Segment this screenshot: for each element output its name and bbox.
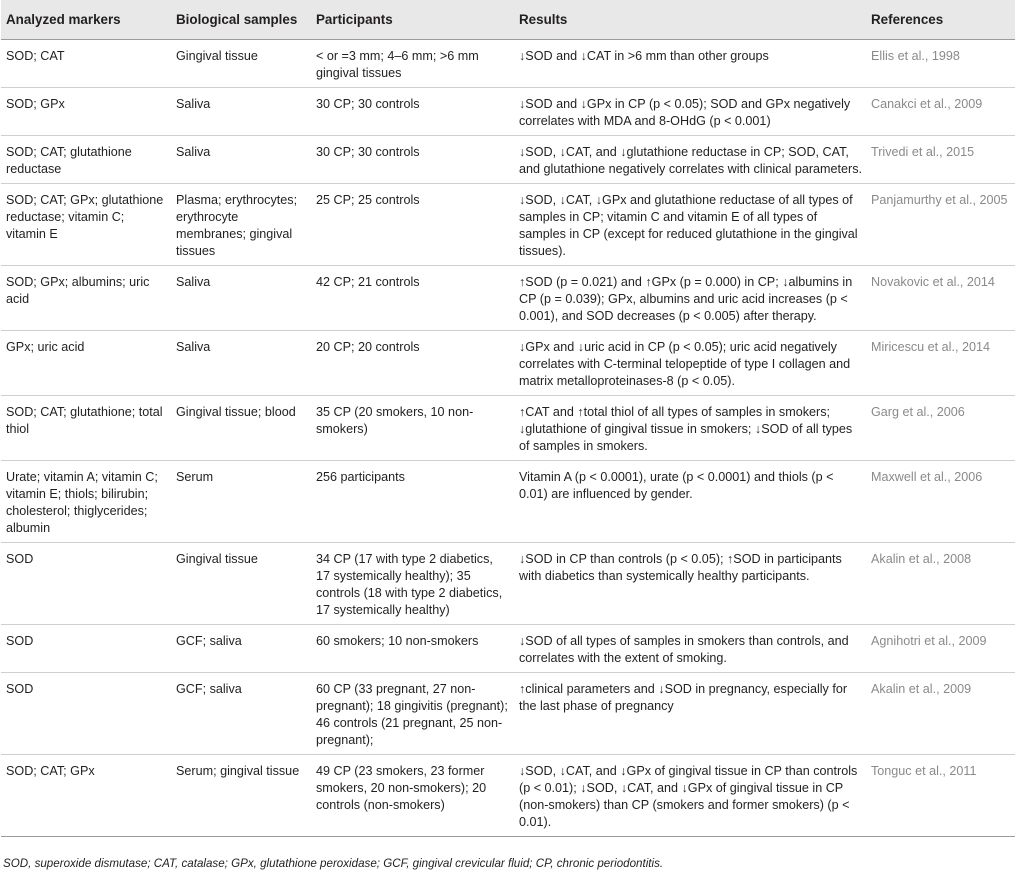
- cell-results: ↓SOD in CP than controls (p < 0.05); ↑SOD in participants with diabetics than systemically healthy participants.: [514, 543, 866, 625]
- cell-reference: Akalin et al., 2009: [866, 673, 1015, 755]
- table-row: [1, 331, 1015, 396]
- cell-participants: 60 CP (33 pregnant, 27 non-pregnant); 18 gingivitis (pregnant); 46 controls (21 pregnant, 25 non-pregnant);: [311, 673, 514, 755]
- table-body: [1, 40, 1015, 837]
- cell-analyzed-markers: GPx; uric acid: [1, 331, 171, 396]
- cell-biological-samples: Saliva: [171, 88, 311, 136]
- cell-participants: 42 CP; 21 controls: [311, 266, 514, 331]
- cell-participants: 25 CP; 25 controls: [311, 184, 514, 266]
- cell-biological-samples: Plasma; erythrocytes; erythrocyte membranes; gingival tissues: [171, 184, 311, 266]
- cell-participants: 60 smokers; 10 non-smokers: [311, 625, 514, 673]
- table-row: [1, 184, 1015, 266]
- table-row: [1, 625, 1015, 673]
- cell-biological-samples: GCF; saliva: [171, 673, 311, 755]
- cell-analyzed-markers: SOD; GPx; albumins; uric acid: [1, 266, 171, 331]
- cell-participants: 49 CP (23 smokers, 23 former smokers, 20 non-smokers); 20 controls (non-smokers): [311, 755, 514, 837]
- header-analyzed-markers: Analyzed markers: [1, 0, 171, 40]
- cell-analyzed-markers: Urate; vitamin A; vitamin C; vitamin E; thiols; bilirubin; cholesterol; thiglycerides; albumin: [1, 461, 171, 543]
- cell-reference: Tonguc et al., 2011: [866, 755, 1015, 837]
- cell-reference: Novakovic et al., 2014: [866, 266, 1015, 331]
- cell-analyzed-markers: SOD; CAT; glutathione reductase: [1, 136, 171, 184]
- cell-biological-samples: Saliva: [171, 331, 311, 396]
- table-footnote: SOD, superoxide dismutase; CAT, catalase; GPx, glutathione peroxidase; GCF, gingival crevicular fluid; CP, chronic periodontitis.: [3, 857, 664, 870]
- table-row: [1, 673, 1015, 755]
- cell-reference: Ellis et al., 1998: [866, 40, 1015, 88]
- cell-biological-samples: GCF; saliva: [171, 625, 311, 673]
- cell-biological-samples: Saliva: [171, 136, 311, 184]
- cell-results: ↑clinical parameters and ↓SOD in pregnancy, especially for the last phase of pregnancy: [514, 673, 866, 755]
- cell-results: ↓SOD, ↓CAT, and ↓glutathione reductase in CP; SOD, CAT, and glutathione negatively correlates with clinical parameters.: [514, 136, 866, 184]
- cell-results: ↓SOD and ↓GPx in CP (p < 0.05); SOD and GPx negatively correlates with MDA and 8-OHdG (p < 0.001): [514, 88, 866, 136]
- cell-participants: 30 CP; 30 controls: [311, 88, 514, 136]
- cell-reference: Agnihotri et al., 2009: [866, 625, 1015, 673]
- cell-reference: Trivedi et al., 2015: [866, 136, 1015, 184]
- table-header: [1, 0, 1015, 40]
- cell-results: ↓SOD, ↓CAT, ↓GPx and glutathione reductase of all types of samples in CP; vitamin C and vitamin E of all types of samples in CP (except for reduced glutathione in the gingival tissues).: [514, 184, 866, 266]
- cell-results: ↑CAT and ↑total thiol of all types of samples in smokers; ↓glutathione of gingival tissue in smokers; ↓SOD of all types of samples in smokers.: [514, 396, 866, 461]
- cell-analyzed-markers: SOD: [1, 625, 171, 673]
- table-row: [1, 461, 1015, 543]
- cell-results: ↓SOD and ↓CAT in >6 mm than other groups: [514, 40, 866, 88]
- cell-biological-samples: Gingival tissue: [171, 40, 311, 88]
- cell-biological-samples: Gingival tissue; blood: [171, 396, 311, 461]
- cell-analyzed-markers: SOD; GPx: [1, 88, 171, 136]
- cell-results: Vitamin A (p < 0.0001), urate (p < 0.0001) and thiols (p < 0.01) are influenced by gender.: [514, 461, 866, 543]
- cell-analyzed-markers: SOD; CAT; GPx: [1, 755, 171, 837]
- cell-biological-samples: Gingival tissue: [171, 543, 311, 625]
- table-row: [1, 543, 1015, 625]
- header-biological-samples: Biological samples: [171, 0, 311, 40]
- cell-analyzed-markers: SOD: [1, 543, 171, 625]
- cell-participants: 256 participants: [311, 461, 514, 543]
- cell-reference: Panjamurthy et al., 2005: [866, 184, 1015, 266]
- cell-participants: 20 CP; 20 controls: [311, 331, 514, 396]
- table-row: [1, 266, 1015, 331]
- cell-results: ↓GPx and ↓uric acid in CP (p < 0.05); uric acid negatively correlates with C-terminal telopeptide of type I collagen and matrix metalloproteinases-8 (p < 0.05).: [514, 331, 866, 396]
- table-row: [1, 88, 1015, 136]
- cell-biological-samples: Saliva: [171, 266, 311, 331]
- cell-results: ↓SOD of all types of samples in smokers than controls, and correlates with the extent of smoking.: [514, 625, 866, 673]
- header-row: [1, 0, 1015, 40]
- cell-reference: Miricescu et al., 2014: [866, 331, 1015, 396]
- cell-analyzed-markers: SOD; CAT: [1, 40, 171, 88]
- table-row: [1, 755, 1015, 837]
- cell-reference: Garg et al., 2006: [866, 396, 1015, 461]
- cell-results: ↑SOD (p = 0.021) and ↑GPx (p = 0.000) in CP; ↓albumins in CP (p = 0.039); GPx, albumins and uric acid increases (p < 0.001), and SOD decreases (p < 0.005) after therapy.: [514, 266, 866, 331]
- header-participants: Participants: [311, 0, 514, 40]
- table-row: [1, 136, 1015, 184]
- header-results: Results: [514, 0, 866, 40]
- cell-analyzed-markers: SOD; CAT; GPx; glutathione reductase; vitamin C; vitamin E: [1, 184, 171, 266]
- cell-reference: Akalin et al., 2008: [866, 543, 1015, 625]
- cell-reference: Maxwell et al., 2006: [866, 461, 1015, 543]
- cell-participants: < or =3 mm; 4–6 mm; >6 mm gingival tissues: [311, 40, 514, 88]
- table-row: [1, 396, 1015, 461]
- markers-table: [1, 0, 1015, 837]
- cell-reference: Canakci et al., 2009: [866, 88, 1015, 136]
- cell-analyzed-markers: SOD; CAT; glutathione; total thiol: [1, 396, 171, 461]
- cell-biological-samples: Serum; gingival tissue: [171, 755, 311, 837]
- cell-biological-samples: Serum: [171, 461, 311, 543]
- cell-participants: 35 CP (20 smokers, 10 non-smokers): [311, 396, 514, 461]
- cell-results: ↓SOD, ↓CAT, and ↓GPx of gingival tissue in CP than controls (p < 0.01); ↓SOD, ↓CAT, and ↓GPx of gingival tissue in CP (non-smokers) than CP (smokers and former smokers) (p < 0.01).: [514, 755, 866, 837]
- cell-analyzed-markers: SOD: [1, 673, 171, 755]
- header-references: References: [866, 0, 1015, 40]
- cell-participants: 30 CP; 30 controls: [311, 136, 514, 184]
- table-row: [1, 40, 1015, 88]
- cell-participants: 34 CP (17 with type 2 diabetics, 17 systemically healthy); 35 controls (18 with type 2 diabetics, 17 systemically healthy): [311, 543, 514, 625]
